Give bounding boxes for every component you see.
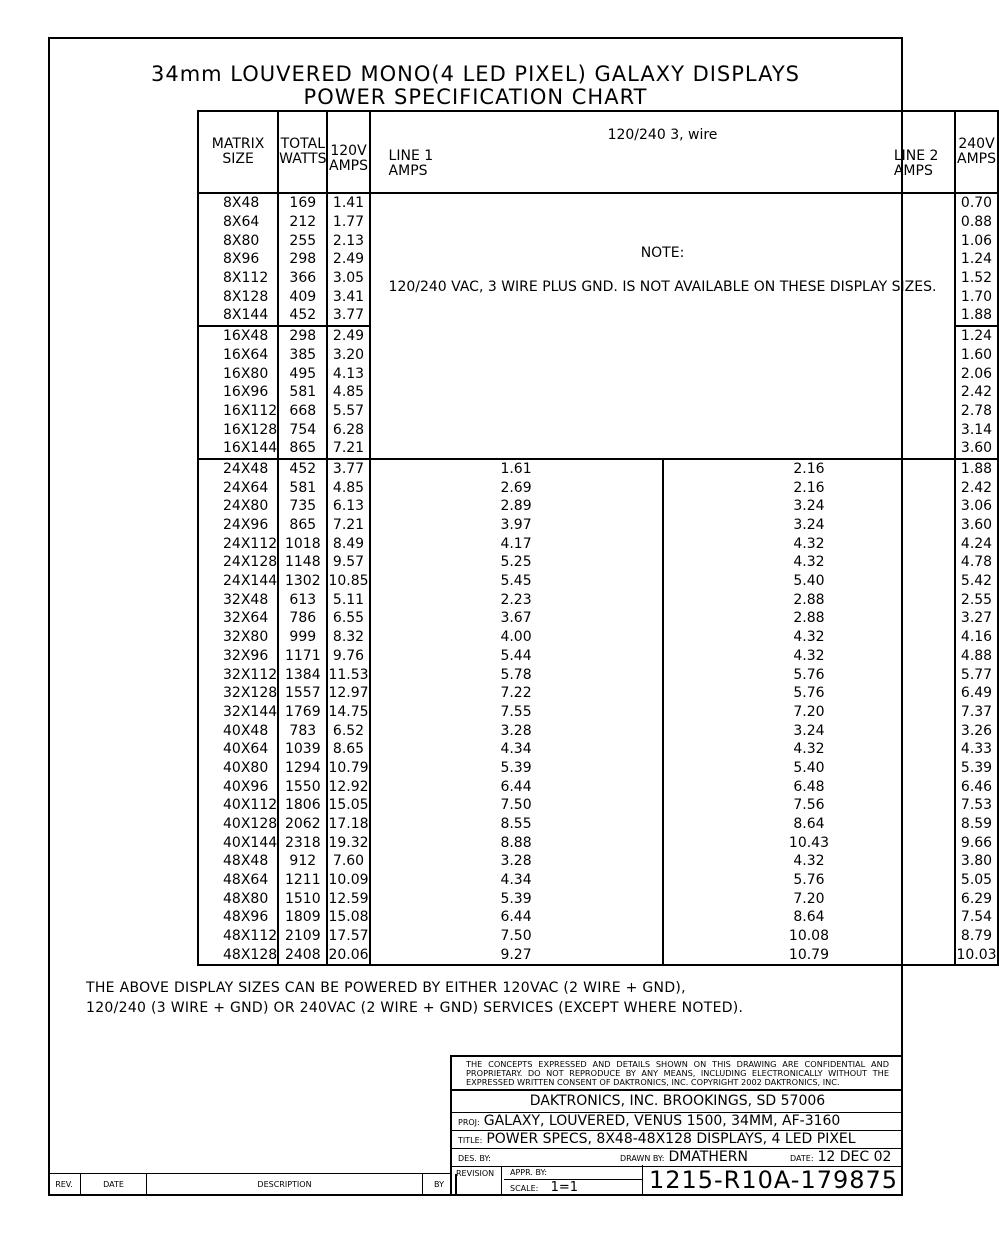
- cell-l1: 3.67: [370, 609, 663, 628]
- cell-size: 16X64: [198, 346, 278, 365]
- cell-a240: 1.88: [955, 459, 997, 479]
- table-row: [198, 852, 998, 871]
- cell-a120: 15.05: [328, 797, 369, 814]
- cell-a120: 14.75: [328, 703, 369, 720]
- cell-a120: 7.60: [327, 852, 369, 871]
- cell-watts: 385: [278, 346, 327, 365]
- cell-size: 16X144: [198, 439, 278, 459]
- cell-a240: 3.80: [955, 852, 997, 871]
- cell-size: 48X64: [198, 871, 278, 890]
- cell-a120: 12.92: [328, 778, 369, 795]
- cell-l2: 7.20: [663, 889, 956, 908]
- cell-a120: 5.11: [327, 590, 369, 609]
- cell-a240: 8.79: [955, 927, 997, 946]
- table-row: [198, 833, 998, 852]
- cell-watts: 1211: [278, 871, 327, 890]
- cell-a120: 1.77: [327, 213, 369, 232]
- cell-watts: 495: [278, 364, 327, 383]
- table-row: [198, 572, 998, 591]
- cell-a120: 10.85: [328, 573, 369, 590]
- cell-watts: 1294: [278, 759, 327, 778]
- cell-a120: 6.55: [327, 609, 369, 628]
- table-row: [198, 628, 998, 647]
- cell-size: 40X80: [198, 759, 278, 778]
- cell-size: 48X80: [198, 889, 278, 908]
- cell-l2: 4.32: [663, 553, 956, 572]
- cell-l1: 8.88: [370, 833, 663, 852]
- cell-a120: 9.76: [327, 647, 369, 666]
- cell-l2: 2.16: [663, 459, 956, 479]
- cell-l1: 6.44: [370, 908, 663, 927]
- cell-watts: 786: [278, 609, 327, 628]
- scale: SCALE: 1=1: [510, 1180, 579, 1195]
- cell-a120: 8.32: [327, 628, 369, 647]
- cell-a120: 17.18: [328, 816, 369, 833]
- cell-l1: 3.28: [370, 721, 663, 740]
- cell-a240: 7.37: [955, 703, 997, 722]
- cell-a120: 8.49: [327, 534, 369, 553]
- cell-watts: 581: [278, 383, 327, 402]
- cell-a240: 3.06: [955, 497, 997, 516]
- cell-watts: 783: [278, 721, 327, 740]
- cell-a240: 5.77: [955, 665, 997, 684]
- cell-size: 32X48: [198, 590, 278, 609]
- cell-l2: 7.20: [663, 703, 956, 722]
- cell-l2: 5.40: [663, 572, 956, 591]
- cell-a240: 9.66: [955, 833, 997, 852]
- table-row: [198, 777, 998, 796]
- cell-l2: 5.76: [663, 871, 956, 890]
- cell-size: 8X128: [198, 287, 278, 306]
- cell-a120: 7.21: [327, 516, 369, 535]
- cell-l1: 5.44: [370, 647, 663, 666]
- cell-a240: 7.53: [955, 796, 997, 815]
- cell-l2: 5.40: [663, 759, 956, 778]
- table-row: [198, 684, 998, 703]
- cell-size: 16X96: [198, 383, 278, 402]
- cell-a120: 2.13: [327, 231, 369, 250]
- cell-a120: 1.41: [327, 193, 369, 213]
- cell-size: 32X64: [198, 609, 278, 628]
- cell-l2: 6.48: [663, 777, 956, 796]
- cell-a240: 3.26: [955, 721, 997, 740]
- cell-l2: 4.32: [663, 628, 956, 647]
- table-row: [198, 740, 998, 759]
- cell-size: 48X96: [198, 908, 278, 927]
- table-row: [198, 927, 998, 946]
- table-row: [198, 193, 998, 213]
- cell-l1: 3.97: [370, 516, 663, 535]
- cell-a240: 4.16: [955, 628, 997, 647]
- table-row: [198, 534, 998, 553]
- revision-label: REVISION: [452, 1166, 502, 1196]
- cell-size: 48X112: [198, 927, 278, 946]
- cell-size: 16X80: [198, 364, 278, 383]
- cell-size: 40X64: [198, 740, 278, 759]
- cell-watts: 999: [278, 628, 327, 647]
- cell-l1: 9.27: [370, 946, 663, 966]
- cell-watts: 865: [278, 516, 327, 535]
- cell-watts: 1806: [278, 796, 327, 815]
- cell-l2: 3.24: [663, 497, 956, 516]
- header-total-watts: TOTAL WATTS: [278, 111, 327, 193]
- cell-a240: 8.59: [955, 815, 997, 834]
- cell-size: 24X96: [198, 516, 278, 535]
- cell-l2: 4.32: [663, 740, 956, 759]
- cell-size: 48X128: [198, 946, 278, 966]
- cell-l1: 5.39: [370, 759, 663, 778]
- cell-a240: 1.60: [955, 346, 997, 365]
- cell-a240: 1.70: [955, 287, 997, 306]
- table-row: [198, 665, 998, 684]
- cell-watts: 452: [278, 459, 327, 479]
- table-row: [198, 590, 998, 609]
- header-line-2: LINE 2 AMPS: [893, 147, 939, 179]
- cell-a120: 4.85: [327, 478, 369, 497]
- cell-a240: 3.14: [955, 420, 997, 439]
- cell-l2: 7.56: [663, 796, 956, 815]
- cell-a240: 4.88: [955, 647, 997, 666]
- table-row: [198, 721, 998, 740]
- cell-a240: 3.60: [955, 439, 997, 459]
- cell-size: 40X144: [198, 833, 278, 852]
- cell-a120: 6.13: [327, 497, 369, 516]
- cell-a240: 1.06: [955, 231, 997, 250]
- table-row: [198, 908, 998, 927]
- cell-l1: 7.50: [370, 796, 663, 815]
- footer-note: THE ABOVE DISPLAY SIZES CAN BE POWERED BY EITHER 120VAC (2 WIRE + GND), 120/240 (3 WIRE + GND) OR 240VAC (2 WIRE + GND) SERVICES (EXCEPT WHERE NOTED).: [86, 980, 744, 1016]
- cell-size: 24X80: [198, 497, 278, 516]
- header-line-1: LINE 1 AMPS: [388, 147, 434, 179]
- cell-a120: 10.09: [328, 872, 369, 889]
- cell-a120: 11.53: [328, 666, 369, 683]
- cell-size: 24X144: [198, 572, 278, 591]
- cell-l1: 7.50: [370, 927, 663, 946]
- cell-a120: 3.41: [327, 287, 369, 306]
- cell-l1: 8.55: [370, 815, 663, 834]
- cell-a240: 1.52: [955, 269, 997, 288]
- cell-l2: 5.76: [663, 684, 956, 703]
- cell-size: 8X48: [198, 193, 278, 213]
- cell-size: 32X96: [198, 647, 278, 666]
- cell-a120: 20.06: [327, 946, 369, 966]
- cell-l1: 5.45: [370, 572, 663, 591]
- cell-a120: 6.28: [327, 420, 369, 439]
- cell-watts: 1384: [278, 665, 327, 684]
- cell-a240: 1.24: [955, 250, 997, 269]
- table-row: [198, 459, 998, 479]
- cell-l2: 2.16: [663, 478, 956, 497]
- cell-size: 24X64: [198, 478, 278, 497]
- appr-col: [456, 1174, 457, 1196]
- approved-by: APPR. BY:: [504, 1166, 642, 1180]
- cell-watts: 366: [278, 269, 327, 288]
- table-row: [198, 516, 998, 535]
- cell-a240: 5.42: [955, 572, 997, 591]
- cell-a240: 2.55: [955, 590, 997, 609]
- table-row: [198, 759, 998, 778]
- cell-size: 32X112: [198, 665, 278, 684]
- cell-l2: 5.76: [663, 665, 956, 684]
- cell-l1: 2.23: [370, 590, 663, 609]
- cell-size: 16X128: [198, 420, 278, 439]
- cell-watts: 1148: [278, 553, 327, 572]
- cell-l1: 7.55: [370, 703, 663, 722]
- designer-line: DES. BY: DRAWN BY: DMATHERN DATE: 12 DEC 02: [452, 1148, 903, 1167]
- table-row: [198, 497, 998, 516]
- cell-watts: 1550: [278, 777, 327, 796]
- cell-a240: 0.88: [955, 213, 997, 232]
- cell-l1: 4.34: [370, 871, 663, 890]
- cell-watts: 613: [278, 590, 327, 609]
- cell-l2: 10.79: [663, 946, 956, 966]
- description-col: DESCRIPTION: [147, 1174, 423, 1196]
- cell-a120: 2.49: [327, 326, 369, 346]
- cell-l1: 4.00: [370, 628, 663, 647]
- cell-watts: 1171: [278, 647, 327, 666]
- cell-size: 40X112: [198, 796, 278, 815]
- cell-l2: 10.43: [663, 833, 956, 852]
- cell-a240: 0.70: [955, 193, 997, 213]
- cell-size: 16X48: [198, 326, 278, 346]
- header-120v-amps: 120V AMPS: [327, 111, 369, 193]
- header-matrix-size: MATRIX SIZE: [198, 111, 278, 193]
- table-row: [198, 871, 998, 890]
- cell-watts: 735: [278, 497, 327, 516]
- cell-watts: 1302: [278, 572, 327, 591]
- cell-l2: 4.32: [663, 852, 956, 871]
- cell-l2: 10.08: [663, 927, 956, 946]
- cell-size: 8X64: [198, 213, 278, 232]
- drawing-title-line: TITLE: POWER SPECS, 8X48-48X128 DISPLAYS, 4 LED PIXEL: [452, 1130, 903, 1149]
- cell-watts: 2318: [278, 833, 327, 852]
- cell-a240: 6.49: [955, 684, 997, 703]
- cell-a240: 2.78: [955, 402, 997, 421]
- cell-size: 32X144: [198, 703, 278, 722]
- cell-watts: 2109: [278, 927, 327, 946]
- cell-size: 24X48: [198, 459, 278, 479]
- cell-l1: 6.44: [370, 777, 663, 796]
- title-block: [450, 1055, 903, 1196]
- table-row: [198, 815, 998, 834]
- cell-a120: 15.08: [328, 909, 369, 926]
- table-row: [198, 889, 998, 908]
- cell-watts: 1039: [278, 740, 327, 759]
- table-row: [198, 946, 998, 966]
- cell-a240: 2.42: [955, 383, 997, 402]
- cell-a240: 10.03: [955, 946, 997, 966]
- cell-a240: 6.46: [955, 777, 997, 796]
- table-row: [198, 647, 998, 666]
- project-line: PROJ: GALAXY, LOUVERED, VENUS 1500, 34MM, AF-3160: [452, 1112, 903, 1131]
- chart-subtitle: POWER SPECIFICATION CHART: [303, 85, 648, 109]
- cell-watts: 754: [278, 420, 327, 439]
- cell-a120: 9.57: [327, 553, 369, 572]
- cell-a120: 2.49: [327, 250, 369, 269]
- cell-a240: 1.24: [955, 326, 997, 346]
- cell-l1: 4.17: [370, 534, 663, 553]
- cell-l1: 2.89: [370, 497, 663, 516]
- cell-size: 16X112: [198, 402, 278, 421]
- cell-a120: 3.20: [327, 346, 369, 365]
- cell-l2: 3.24: [663, 516, 956, 535]
- cell-a240: 3.60: [955, 516, 997, 535]
- cell-a120: 12.97: [328, 685, 369, 702]
- cell-a240: 4.33: [955, 740, 997, 759]
- cell-a120: 3.05: [327, 269, 369, 288]
- company-name: DAKTRONICS, INC. BROOKINGS, SD 57006: [452, 1091, 903, 1113]
- cell-watts: 298: [278, 326, 327, 346]
- cell-size: 8X80: [198, 231, 278, 250]
- note-cell: NOTE: 120/240 VAC, 3 WIRE PLUS GND. IS NOT AVAILABLE ON THESE DISPLAY SIZES.: [370, 193, 956, 459]
- cell-l2: 8.64: [663, 815, 956, 834]
- cell-l2: 4.32: [663, 534, 956, 553]
- cell-watts: 409: [278, 287, 327, 306]
- cell-size: 40X48: [198, 721, 278, 740]
- cell-size: 32X80: [198, 628, 278, 647]
- cell-size: 24X112: [198, 534, 278, 553]
- by-col: BY: [423, 1174, 456, 1196]
- cell-l2: 3.24: [663, 721, 956, 740]
- cell-watts: 1510: [278, 889, 327, 908]
- cell-a240: 2.06: [955, 364, 997, 383]
- date-col: DATE: [81, 1174, 147, 1196]
- cell-l2: 2.88: [663, 590, 956, 609]
- cell-a240: 1.88: [955, 306, 997, 326]
- header-3-wire: 120/240 3, wire LINE 1 AMPS LINE 2 AMPS: [370, 111, 956, 193]
- cell-size: 32X128: [198, 684, 278, 703]
- table-row: [198, 609, 998, 628]
- cell-a120: 6.52: [327, 721, 369, 740]
- cell-size: 8X144: [198, 306, 278, 326]
- cell-a240: 2.42: [955, 478, 997, 497]
- cell-l2: 2.88: [663, 609, 956, 628]
- cell-l1: 3.28: [370, 852, 663, 871]
- cell-watts: 1769: [278, 703, 327, 722]
- cell-size: 40X96: [198, 777, 278, 796]
- cell-a240: 3.27: [955, 609, 997, 628]
- cell-a120: 7.21: [327, 439, 369, 459]
- cell-a120: 4.13: [327, 364, 369, 383]
- drawing-number: 1215-R10A-179875: [642, 1165, 904, 1196]
- table-row: [198, 796, 998, 815]
- cell-a240: 7.54: [955, 908, 997, 927]
- cell-watts: 668: [278, 402, 327, 421]
- cell-watts: 212: [278, 213, 327, 232]
- cell-watts: 1809: [278, 908, 327, 927]
- revision-block: [48, 1173, 450, 1196]
- cell-size: 48X48: [198, 852, 278, 871]
- cell-a240: 4.24: [955, 534, 997, 553]
- cell-l1: 5.78: [370, 665, 663, 684]
- table-row: [198, 478, 998, 497]
- cell-l1: 1.61: [370, 459, 663, 479]
- cell-a240: 4.78: [955, 553, 997, 572]
- cell-watts: 2062: [278, 815, 327, 834]
- header-240v-amps: 240V AMPS: [955, 111, 997, 193]
- cell-a120: 3.77: [327, 306, 369, 326]
- cell-watts: 1018: [278, 534, 327, 553]
- cell-a120: 8.65: [327, 740, 369, 759]
- cell-a120: 17.57: [328, 928, 369, 945]
- cell-a240: 5.05: [955, 871, 997, 890]
- cell-a240: 5.39: [955, 759, 997, 778]
- cell-a120: 5.57: [327, 402, 369, 421]
- cell-l1: 4.34: [370, 740, 663, 759]
- power-spec-table: [197, 110, 999, 966]
- table-row: [198, 703, 998, 722]
- cell-l1: 5.25: [370, 553, 663, 572]
- cell-l2: 4.32: [663, 647, 956, 666]
- cell-size: 24X128: [198, 553, 278, 572]
- cell-a240: 6.29: [955, 889, 997, 908]
- cell-watts: 912: [278, 852, 327, 871]
- cell-a120: 10.79: [328, 759, 369, 776]
- cell-a120: 12.59: [328, 890, 369, 907]
- cell-l2: 8.64: [663, 908, 956, 927]
- cell-l1: 2.69: [370, 478, 663, 497]
- cell-watts: 452: [278, 306, 327, 326]
- cell-watts: 865: [278, 439, 327, 459]
- cell-a120: 19.32: [328, 834, 369, 851]
- cell-watts: 1557: [278, 684, 327, 703]
- cell-size: 8X96: [198, 250, 278, 269]
- confidential-notice: THE CONCEPTS EXPRESSED AND DETAILS SHOWN ON THIS DRAWING ARE CONFIDENTIAL AND PROPRIETARY. DO NOT REPRODUCE BY ANY MEANS, INCLUDING ELECTRONICALLY WITHOUT THE EXPRESSED WRITTEN CONSENT OF DAKTRONICS, INC. COPYRIGHT 2002 DAKTRONICS, INC.: [452, 1057, 903, 1091]
- cell-a120: 4.85: [327, 383, 369, 402]
- cell-watts: 581: [278, 478, 327, 497]
- cell-a120: 3.77: [327, 459, 369, 479]
- cell-watts: 298: [278, 250, 327, 269]
- cell-watts: 2408: [278, 946, 327, 966]
- rev-col: REV.: [48, 1174, 81, 1196]
- cell-size: 8X112: [198, 269, 278, 288]
- cell-l1: 7.22: [370, 684, 663, 703]
- cell-watts: 169: [278, 193, 327, 213]
- table-row: [198, 553, 998, 572]
- cell-l1: 5.39: [370, 889, 663, 908]
- cell-watts: 255: [278, 231, 327, 250]
- cell-size: 40X128: [198, 815, 278, 834]
- chart-title: 34mm LOUVERED MONO(4 LED PIXEL) GALAXY DISPLAYS: [150, 62, 801, 86]
